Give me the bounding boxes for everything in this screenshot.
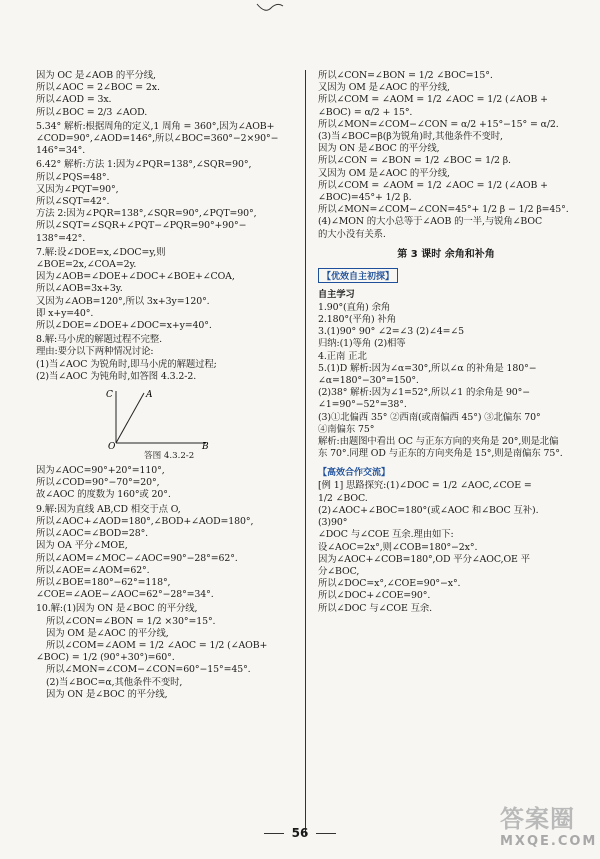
text-line: 8.解:马小虎的解题过程不完整. xyxy=(36,334,162,346)
text-line: 分∠BOC, xyxy=(318,565,360,577)
text-line: [例 1] 思路探究:(1)∠DOC = 1/2 ∠AOC,∠COE = xyxy=(318,480,532,492)
text-line: ∠COE=∠AOE−∠AOC=62°−28°=34°. xyxy=(36,589,214,601)
text-line: ∠1=90°−52°=38°. xyxy=(318,399,407,411)
text-line: 所以∠MON=∠COM−∠CON=45°+ 1/2 β − 1/2 β=45°. xyxy=(318,204,569,216)
text-line: 所以∠AOE=∠AOM=62°. xyxy=(36,564,150,576)
text-line: 7.解:设∠DOE=x,∠DOC=y,则 xyxy=(36,246,166,258)
text-line: 因为∠AOB=∠DOE+∠DOC+∠BOE+∠COA, xyxy=(36,271,235,283)
section-tag: 【优效自主初探】 xyxy=(318,268,398,283)
label-c: C xyxy=(106,390,113,401)
text-line: 4.正南 正北 xyxy=(318,350,367,362)
text-line: 解析:由题图中看出 OC 与正东方向的夹角是 20°,则是北偏 xyxy=(318,436,559,448)
text-line: 6.42° 解析:方法 1:因为∠PQR=138°,∠SQR=90°, xyxy=(36,159,252,171)
text-line: (2)38° 解析:因为∠1=52°,所以∠1 的余角是 90°− xyxy=(318,387,531,399)
text-line: 所以∠COM = ∠AOM = 1/2 ∠AOC = 1/2 (∠AOB + xyxy=(318,94,548,106)
text-line: 所以∠AOC = 2∠BOC = 2x. xyxy=(36,82,160,94)
text-line: 因为∠AOC+∠COB=180°,OD 平分∠AOC,OE 平 xyxy=(318,553,530,565)
text-line: ∠DOC 与∠COE 互余.理由如下: xyxy=(318,529,454,541)
watermark-title: 答案圈 xyxy=(500,805,575,833)
text-line: 所以∠MON=∠COM−∠CON=60°−15°=45°. xyxy=(46,664,251,676)
text-line: 所以∠CON=∠BON = 1/2 ∠BOC=15°. xyxy=(318,70,493,81)
page-number-rule-left xyxy=(264,833,284,834)
text-line: 所以∠DOC 与∠COE 互余. xyxy=(318,602,433,614)
text-line: 所以∠BOE=180°−62°=118°, xyxy=(36,576,171,588)
text-line: 东 70°.同理 OD 与正东的方向夹角是 15°,则是南偏东 75°. xyxy=(318,448,563,460)
text-line: 所以∠PQS=48°. xyxy=(36,171,110,183)
text-line: 所以∠CON = ∠BON = 1/2 ∠BOC = 1/2 β. xyxy=(318,155,511,167)
text-line: (2)∠AOC+∠BOC=180°(或∠AOC 和∠BOC 互补). xyxy=(318,504,539,516)
text-line: 又因为∠PQT=90°, xyxy=(36,183,119,195)
text-line: 所以∠AOD = 3x. xyxy=(36,94,112,106)
text-line: 5.(1)D 解析:因为∠α=30°,所以∠α 的补角是 180°− xyxy=(318,362,537,374)
text-line: 所以∠COD=90°−70°=20°, xyxy=(36,477,160,489)
angle-diagram xyxy=(96,385,216,449)
text-line: ∠α=180°−30°=150°. xyxy=(318,375,419,387)
text-line: 所以∠DOE=∠DOE+∠DOC=x+y=40°. xyxy=(36,320,212,332)
subheading: 自主学习 xyxy=(318,288,355,300)
text-line: 因为 OM 是∠AOC 的平分线, xyxy=(46,627,169,639)
text-line: 所以∠COM=∠AOM = 1/2 ∠AOC = 1/2 (∠AOB+ xyxy=(46,639,268,651)
text-line: 所以∠AOB=3x+3y. xyxy=(36,283,123,295)
page-number-text: 56 xyxy=(291,826,309,840)
text-line: (3)90° xyxy=(318,517,348,529)
text-line: 3.(1)90° 90° ∠2=∠3 (2)∠4=∠5 xyxy=(318,326,464,338)
text-line: (3)①北偏西 35° ②西南(或南偏西 45°) ③北偏东 70° xyxy=(318,411,541,423)
label-o: O xyxy=(108,442,116,450)
watermark-url: MXQE.COM xyxy=(500,834,598,849)
text-line: 即 x+y=40°. xyxy=(36,307,94,319)
text-line: 方法 2:因为∠PQR=138°,∠SQR=90°,∠PQT=90°, xyxy=(36,208,257,220)
text-line: 所以∠CON=∠BON = 1/2 ×30°=15°. xyxy=(46,615,216,627)
text-line: 所以∠AOC+∠AOD=180°,∠BOD+∠AOD=180°, xyxy=(36,515,254,527)
text-line: ∠BOC)=45°+ 1/2 β. xyxy=(318,192,412,204)
text-line: 因为 OA 平分∠MOE, xyxy=(36,540,128,552)
text-line: (2)当∠AOC 为钝角时,如答图 4.3.2-2. xyxy=(36,370,197,382)
section-tag: 【高效合作交流】 xyxy=(318,468,391,479)
text-line: 所以∠DOC+∠COE=90°. xyxy=(318,590,431,602)
text-line: 9.解:因为直线 AB,CD 相交于点 O, xyxy=(36,503,181,515)
text-line: 因为 ON 是∠BOC 的平分线, xyxy=(46,688,168,700)
label-a: A xyxy=(146,390,153,401)
text-line: ④南偏东 75° xyxy=(318,423,375,435)
text-line: 所以∠SQT=∠SQR+∠PQT−∠PQR=90°+90°− xyxy=(36,220,247,232)
scribble-mark xyxy=(255,0,285,14)
ray-oa xyxy=(116,393,144,443)
text-line: 所以∠BOC = 2/3 ∠AOD. xyxy=(36,106,148,118)
text-line: 所以∠DOC=x°,∠COE=90°−x°. xyxy=(318,578,461,590)
text-line: 设∠AOC=2x°,则∠COB=180°−2x°. xyxy=(318,541,478,553)
text-line: (3)当∠BOC=β(β为锐角)时,其他条件不变时, xyxy=(318,131,503,143)
text-line: 138°=42°. xyxy=(36,232,86,244)
section-title: 第 3 课时 余角和补角 xyxy=(397,248,495,260)
text-line: 因为 ON 是∠BOC 的平分线, xyxy=(318,143,440,155)
left-column xyxy=(36,70,294,701)
text-line: 理由:要分以下两种情况讨论: xyxy=(36,346,154,358)
text-line: ∠BOC) = 1/2 (90°+30°)=60°. xyxy=(36,652,175,664)
text-line: 10.解:(1)因为 ON 是∠BOC 的平分线, xyxy=(36,603,198,615)
text-line: 所以∠COM = ∠AOM = 1/2 ∠AOC = 1/2 (∠AOB + xyxy=(318,179,548,191)
text-line: 146°=34°. xyxy=(36,145,86,157)
text-line: 2.180°(平角) 补角 xyxy=(318,314,397,326)
text-line: 因为 OC 是∠AOB 的平分线, xyxy=(36,70,156,81)
label-b: B xyxy=(202,442,209,450)
text-line: 所以∠SQT=42°. xyxy=(36,196,110,208)
text-line: 1/2 ∠BOC. xyxy=(318,492,368,504)
text-line: (1)当∠AOC 为锐角时,即马小虎的解题过程; xyxy=(36,358,217,370)
text-line: 所以∠AOC=∠BOD=28°. xyxy=(36,528,149,540)
text-line: 又因为∠AOB=120°,所以 3x+3y=120°. xyxy=(36,295,210,307)
text-line: ∠BOE=2x,∠COA=2y. xyxy=(36,259,137,271)
watermark-logo xyxy=(500,799,598,855)
text-line: 5.34° 解析:根据周角的定义,1 周角 = 360°,因为∠AOB+ xyxy=(36,120,275,132)
text-line: 所以∠AOM=∠MOC−∠AOC=90°−28°=62°. xyxy=(36,552,238,564)
text-line: 因为∠AOC=90°+20°=110°, xyxy=(36,465,165,477)
column-divider xyxy=(305,70,306,835)
text-line: ∠COD=90°,∠AOD=146°,所以∠BOC=360°−2×90°− xyxy=(36,133,279,145)
text-line: 的大小没有关系. xyxy=(318,228,386,240)
angle-figure xyxy=(36,385,294,463)
text-line: (2)当∠BOC=α,其他条件不变时, xyxy=(46,676,183,688)
text-line: 故∠AOC 的度数为 160°或 20°. xyxy=(36,489,171,501)
page-number-rule-right xyxy=(316,833,336,834)
right-column xyxy=(318,70,574,615)
text-line: 又因为 OM 是∠AOC 的平分线, xyxy=(318,167,450,179)
figure-caption: 答图 4.3.2-2 xyxy=(144,451,195,462)
text-line: 1.90°(直角) 余角 xyxy=(318,301,391,313)
text-line: ∠BOC) = α/2 + 15°. xyxy=(318,106,413,118)
text-line: 所以∠MON=∠COM−∠CON = α/2 +15°−15° = α/2. xyxy=(318,118,559,130)
text-line: (4)∠MON 的大小总等于∠AOB 的一半,与锐角∠BOC xyxy=(318,216,543,228)
text-line: 又因为 OM 是∠AOC 的平分线, xyxy=(318,82,450,94)
text-line: 归纳:(1)等角 (2)相等 xyxy=(318,338,406,350)
